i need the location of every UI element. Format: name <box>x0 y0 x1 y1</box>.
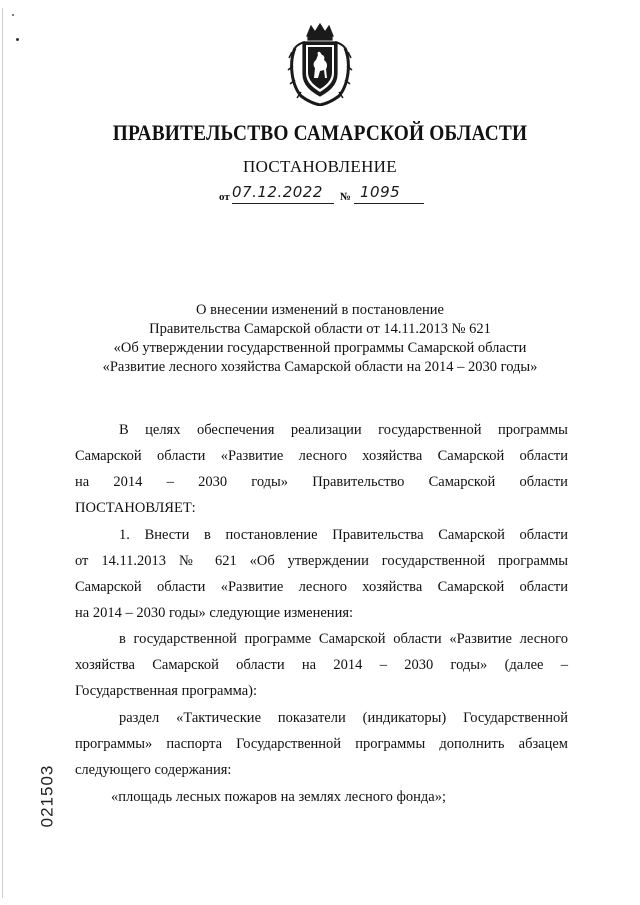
scan-speck <box>12 14 14 16</box>
word: государственной <box>378 422 482 438</box>
document-type: ПОСТАНОВЛЕНИЕ <box>243 157 397 176</box>
text-line: от 14.11.2013 № 621 «Об утверждении государственной программы <box>75 553 568 569</box>
text-line: на 2014 – 2030 годы» следующие изменения: <box>75 605 354 621</box>
number-underline <box>354 203 424 204</box>
paragraph-preamble <box>75 417 568 521</box>
word: на <box>75 474 90 490</box>
word: области <box>519 474 568 490</box>
date-underline <box>232 203 334 204</box>
paragraph-quote <box>75 784 568 810</box>
text-line: следующего содержания: <box>75 762 232 778</box>
word: программы <box>497 422 568 438</box>
word: (далее <box>504 657 544 673</box>
text-line: раздел «Тактические показатели (индикаторы) Государственной <box>119 710 568 726</box>
subject-line: Правительства Самарской области от 14.11.2013 № 621 <box>149 321 491 337</box>
samara-coat-of-arms-icon <box>287 22 353 106</box>
margin-stamp-text: 021503 <box>37 764 57 828</box>
document-subject <box>0 301 640 377</box>
date-prefix: от <box>219 191 230 203</box>
word: Самарской <box>152 657 219 673</box>
organization-title: ПРАВИТЕЛЬСТВО САМАРСКОЙ ОБЛАСТИ <box>112 120 528 145</box>
paragraph-section <box>75 705 568 783</box>
scan-speck <box>16 38 19 41</box>
text-line: Самарской области «Развитие лесного хозяйства Самарской области <box>75 579 568 595</box>
text-line: программы» паспорта Государственной программы дополнить абзацем <box>75 736 568 752</box>
word: хозяйства <box>75 657 135 673</box>
word: области <box>236 657 285 673</box>
text-line: 1. Внести в постановление Правительства Самарской области <box>119 527 568 543</box>
paragraph-item-1 <box>75 522 568 626</box>
word: 2030 <box>404 657 434 673</box>
text-line: Самарской области «Развитие лесного хозяйства Самарской области <box>75 448 568 464</box>
word: на <box>301 657 317 673</box>
word: Правительство <box>312 474 405 490</box>
word: целях <box>145 422 181 438</box>
word: Самарской <box>428 474 496 490</box>
text-line: в государственной программе Самарской области «Развитие лесного <box>119 631 568 647</box>
word: – <box>379 657 387 673</box>
word: обеспечения <box>196 422 275 438</box>
word: 2030 <box>198 474 228 490</box>
text-line: «площадь лесных пожаров на землях лесного фонда»; <box>111 789 447 805</box>
margin-stamp-number <box>28 764 58 828</box>
word: 2014 <box>333 657 363 673</box>
number-prefix: № <box>340 191 352 203</box>
text-line: Государственная программа): <box>75 683 258 699</box>
text-line <box>75 652 568 678</box>
word: годы» <box>251 474 289 490</box>
word: В <box>119 422 129 438</box>
word: 2014 <box>113 474 143 490</box>
paragraph-program <box>75 626 568 704</box>
word: – <box>166 474 174 490</box>
scan-edge-line <box>2 8 3 898</box>
word: – <box>560 657 568 673</box>
number-handwritten: 1095 <box>360 183 401 201</box>
text-line: ПОСТАНОВЛЯЕТ: <box>75 500 196 516</box>
word: реализации <box>290 422 362 438</box>
date-number-line <box>0 182 640 208</box>
text-line <box>75 469 568 495</box>
text-line <box>75 417 568 443</box>
subject-line: О внесении изменений в постановление <box>196 302 444 318</box>
date-handwritten: 07.12.2022 <box>232 183 323 201</box>
subject-line: «Развитие лесного хозяйства Самарской области на 2014 – 2030 годы» <box>102 359 538 375</box>
subject-line: «Об утверждении государственной программы Самарской области <box>113 340 527 356</box>
word: годы» <box>450 657 488 673</box>
